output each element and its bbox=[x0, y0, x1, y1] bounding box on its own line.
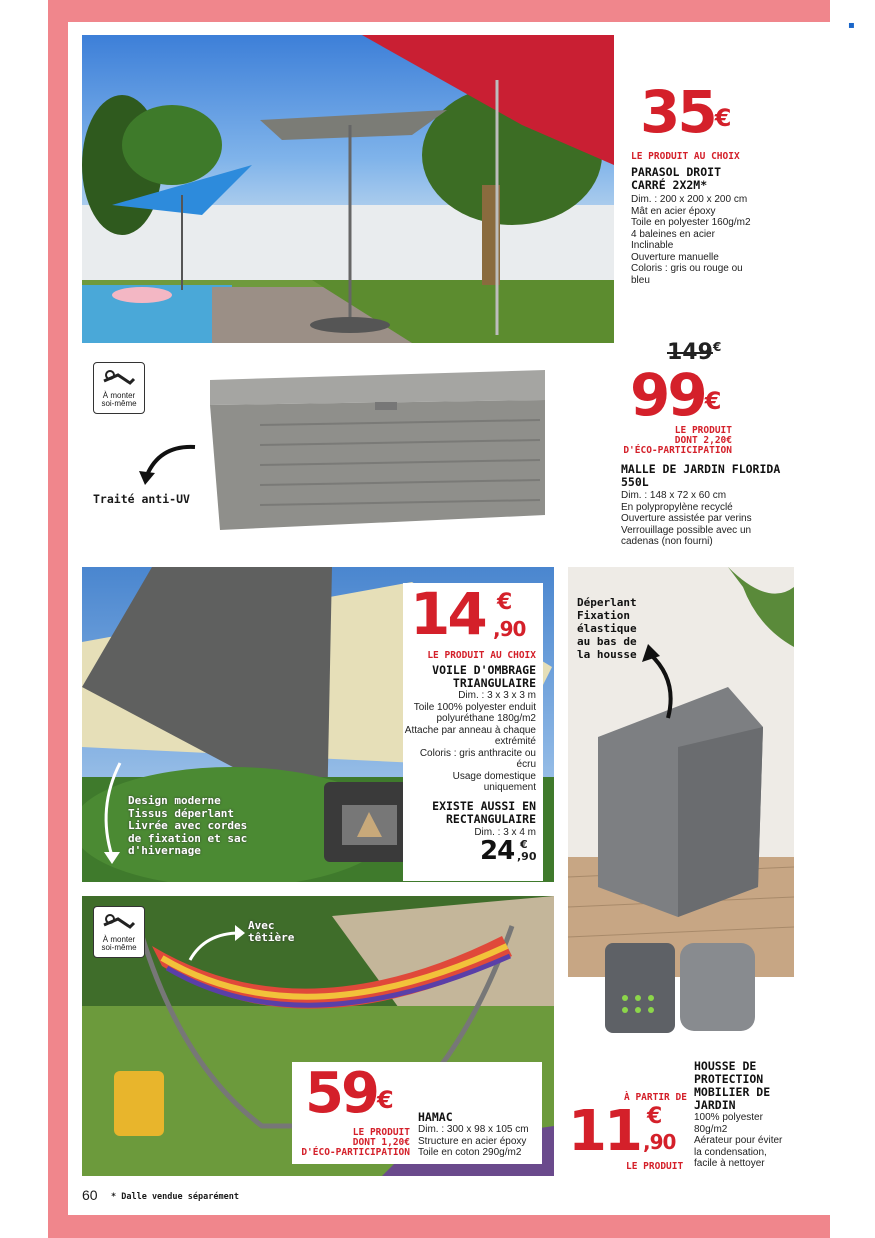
malle-old-currency: € bbox=[712, 340, 722, 354]
malle-detail: Dim. : 148 x 72 x 60 cm bbox=[621, 490, 727, 501]
housse-detail: 100% polyester bbox=[694, 1112, 763, 1123]
malle-illustration bbox=[200, 360, 560, 538]
parasol-detail: Dim. : 200 x 200 x 200 cm bbox=[631, 194, 748, 205]
parasol-detail: Inclinable bbox=[631, 240, 674, 251]
voile-also-price-main: 24 bbox=[480, 836, 515, 866]
parasol-detail: Coloris : gris ou rouge ou bbox=[631, 263, 743, 274]
voile-price bbox=[410, 580, 485, 648]
voile-price-cents: ,90 bbox=[493, 617, 526, 641]
hamac-price-currency: € bbox=[376, 1086, 391, 1114]
wrench-hand-icon bbox=[94, 907, 144, 935]
voile-detail: extrémité bbox=[494, 736, 536, 747]
malle-old-price-value: 149 bbox=[667, 340, 713, 365]
housse-callout-line: Déperlant bbox=[577, 596, 637, 609]
malle-price bbox=[630, 361, 719, 429]
parasol-detail: Mât en acier époxy bbox=[631, 205, 716, 217]
parasol-detail: Toile en polyester 160g/m2 bbox=[631, 217, 751, 228]
voile-detail: Attache par anneau à chaque bbox=[404, 724, 536, 736]
top-border bbox=[48, 0, 830, 22]
housse-title-4: JARDIN bbox=[694, 1098, 736, 1112]
voile-also-2: RECTANGULAIRE bbox=[445, 812, 536, 826]
voile-detail: Usage domestique bbox=[452, 770, 536, 782]
hamac-label bbox=[296, 1128, 410, 1158]
malle-price-main: 99 bbox=[630, 361, 705, 429]
voile-also-cents: ,90 bbox=[517, 850, 537, 863]
hamac-detail: Structure en acier époxy bbox=[418, 1135, 527, 1147]
housse-detail: la condensation, bbox=[694, 1146, 767, 1158]
parasol-label: LE PRODUIT AU CHOIX bbox=[631, 151, 740, 162]
housse-callout-line: Fixation bbox=[577, 609, 630, 622]
malle-label bbox=[610, 426, 732, 456]
voile-feature: Livrée avec cordes bbox=[128, 819, 248, 832]
malle-detail: Verrouillage possible avec un bbox=[621, 524, 752, 536]
hamac-detail: Toile en coton 290g/m2 bbox=[418, 1147, 522, 1158]
voile-feature: d'hivernage bbox=[128, 844, 201, 857]
housse-from-label: À PARTIR DE bbox=[624, 1092, 687, 1103]
voile-title-1: VOILE D'OMBRAGE bbox=[432, 663, 536, 677]
housse-callout-line: au bas de bbox=[577, 635, 637, 648]
parasol-title-1: PARASOL DROIT bbox=[631, 165, 722, 179]
voile-features bbox=[128, 795, 247, 858]
voile-details bbox=[396, 690, 536, 794]
brand-logo: ▪ bbox=[848, 20, 855, 31]
malle-callout-arrow bbox=[135, 435, 205, 485]
voile-feature: Design moderne bbox=[128, 794, 221, 807]
voile-label: LE PRODUIT AU CHOIX bbox=[427, 650, 536, 661]
malle-details bbox=[621, 490, 791, 548]
parasol-price-currency: € bbox=[714, 104, 729, 132]
page-number: 60 bbox=[82, 1187, 98, 1203]
voile-also-dim: Dim. : 3 x 4 m bbox=[474, 827, 536, 838]
hamac-title: HAMAC bbox=[418, 1110, 453, 1124]
hamac-details bbox=[418, 1124, 543, 1159]
housse-details bbox=[694, 1112, 804, 1170]
housse-detail: facile à nettoyer bbox=[694, 1158, 765, 1169]
bottom-border bbox=[48, 1215, 830, 1238]
malle-detail: Ouverture assistée par verins bbox=[621, 513, 752, 524]
hamac-detail: Dim. : 300 x 98 x 105 cm bbox=[418, 1124, 529, 1135]
voile-also-currency: € bbox=[520, 838, 528, 851]
hamac-label-3: D'ÉCO-PARTICIPATION bbox=[301, 1147, 410, 1158]
malle-photo bbox=[200, 360, 560, 538]
badge-line1: À monter bbox=[102, 391, 136, 400]
housse-title-3: MOBILIER DE bbox=[694, 1085, 771, 1099]
housse-detail: 80g/m2 bbox=[694, 1123, 728, 1135]
badge-line1: À monter bbox=[102, 935, 136, 944]
housse-price bbox=[568, 1099, 640, 1164]
voile-title-2: TRIANGULAIRE bbox=[452, 676, 536, 690]
footnote: * Dalle vendue séparément bbox=[111, 1192, 239, 1202]
parasol-price-main: 35 bbox=[640, 78, 715, 146]
assembly-badge-2 bbox=[93, 906, 145, 958]
malle-detail: cadenas (non fourni) bbox=[621, 536, 713, 547]
housse-pack-illustration bbox=[600, 938, 760, 1038]
voile-detail: écru bbox=[516, 759, 536, 770]
housse-price-main: 11 bbox=[568, 1099, 640, 1164]
voile-detail: uniquement bbox=[483, 782, 536, 793]
housse-price-cents: ,90 bbox=[643, 1130, 676, 1154]
voile-price-main: 14 bbox=[410, 580, 485, 648]
voile-price-currency: € bbox=[497, 590, 510, 615]
housse-title-1: HOUSSE DE bbox=[694, 1059, 757, 1073]
hamac-price bbox=[305, 1061, 391, 1126]
voile-feature: Tissus déperlant bbox=[128, 806, 234, 820]
malle-title-1: MALLE DE JARDIN FLORIDA bbox=[621, 462, 781, 476]
housse-price-currency: € bbox=[647, 1104, 660, 1129]
left-border bbox=[48, 0, 68, 1238]
wrench-hand-icon bbox=[94, 363, 144, 391]
voile-also-price bbox=[480, 836, 514, 866]
malle-label-2: DONT 2,20€ bbox=[674, 435, 732, 446]
parasol-price bbox=[640, 78, 729, 146]
badge-line2: soi-même bbox=[101, 943, 137, 952]
parasol-title-2: CARRÉ 2X2M* bbox=[631, 178, 708, 192]
voile-callout-arrow bbox=[92, 758, 132, 868]
hamac-callout-arrow bbox=[185, 925, 245, 965]
voile-detail: Toile 100% polyester enduit bbox=[413, 701, 536, 713]
voile-feature: de fixation et sac bbox=[128, 831, 248, 845]
housse-pack-photo bbox=[600, 938, 760, 1038]
housse-callout-line: la housse bbox=[577, 648, 637, 661]
parasol-detail: 4 baleines en acier bbox=[631, 228, 715, 240]
housse-callout-arrow bbox=[640, 640, 680, 720]
badge-line2: soi-même bbox=[101, 399, 137, 408]
voile-detail: Dim. : 3 x 3 x 3 m bbox=[458, 690, 536, 701]
hamac-price-main: 59 bbox=[305, 1061, 377, 1126]
parasol-illustration bbox=[82, 35, 614, 343]
parasol-photo bbox=[82, 35, 614, 343]
malle-detail: En polypropylène recyclé bbox=[621, 501, 733, 513]
parasol-detail: Ouverture manuelle bbox=[631, 251, 719, 263]
voile-detail: Coloris : gris anthracite ou bbox=[419, 747, 536, 759]
housse-label: LE PRODUIT bbox=[626, 1161, 684, 1172]
malle-label-1: LE PRODUIT bbox=[674, 425, 732, 436]
malle-price-currency: € bbox=[704, 387, 719, 415]
malle-title-2: 550L bbox=[621, 475, 649, 489]
hamac-label-2: DONT 1,20€ bbox=[352, 1137, 410, 1148]
voile-detail: polyuréthane 180g/m2 bbox=[436, 713, 536, 724]
housse-title-2: PROTECTION bbox=[694, 1072, 764, 1086]
malle-callout: Traité anti-UV bbox=[93, 492, 190, 506]
parasol-details bbox=[631, 194, 791, 286]
assembly-badge bbox=[93, 362, 145, 414]
malle-label-3: D'ÉCO-PARTICIPATION bbox=[623, 445, 732, 456]
hamac-label-1: LE PRODUIT bbox=[352, 1127, 410, 1138]
housse-detail: Aérateur pour éviter bbox=[694, 1135, 783, 1146]
hamac-callout bbox=[248, 920, 294, 944]
parasol-detail: bleu bbox=[631, 274, 650, 286]
voile-also-1: EXISTE AUSSI EN bbox=[432, 799, 536, 813]
housse-callout bbox=[577, 596, 637, 661]
housse-callout-line: élastique bbox=[577, 622, 637, 635]
hamac-callout-2: têtière bbox=[248, 931, 295, 944]
hamac-callout-1: Avec bbox=[248, 919, 275, 932]
